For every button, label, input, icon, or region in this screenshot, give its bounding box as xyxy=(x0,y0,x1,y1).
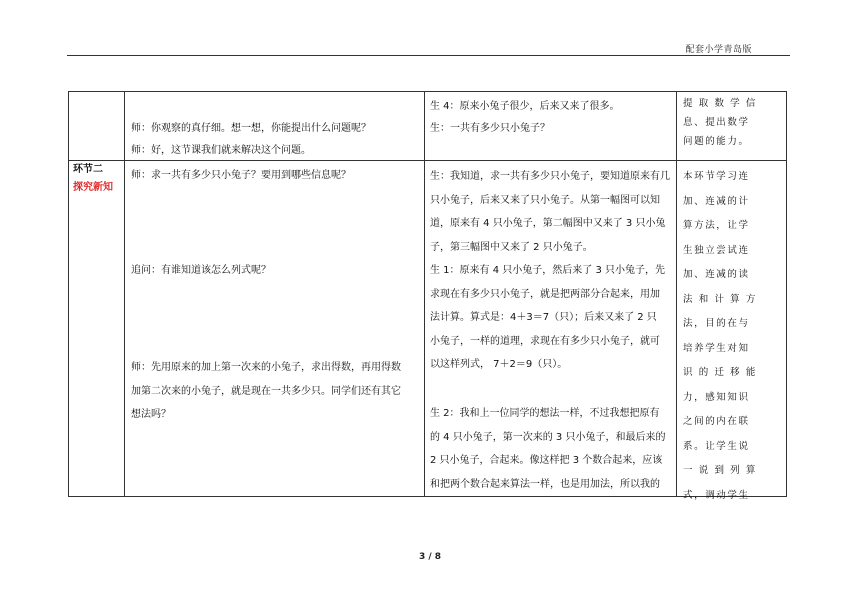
design-intent-line: 之间的内在联 xyxy=(683,416,750,427)
design-intent-line: 算方法，让学 xyxy=(683,220,750,231)
design-intent-line: 问题的能力。 xyxy=(683,136,750,147)
student-answer-line: 2 只小兔子，合起来。像这样把 3 个数合起来，应该 xyxy=(430,455,663,466)
design-intent-line: 提 取 数 学 信 xyxy=(683,98,757,109)
teacher-summary-line: 师：先用原来的加上第一次来的小兔子，求出得数，再用得数 xyxy=(131,362,401,373)
teacher-followup: 追问：有谁知道该怎么列式呢？ xyxy=(131,265,271,276)
design-intent-line: 识 的 迁 移 能 xyxy=(683,367,757,378)
teacher-line: 师：好，这节课我们就来解决这个问题。 xyxy=(131,145,311,156)
teacher-question: 师：求一共有多少只小兔子？要用到哪些信息呢？ xyxy=(131,170,351,181)
design-intent-2 xyxy=(683,165,757,508)
student-answer-line: 只小兔子，后来又来了只小兔子。从第一幅图可以知 xyxy=(430,194,660,206)
student-answer-line: 子，第三幅图中又来了 2 只小兔子。 xyxy=(430,241,593,253)
student-line: 生 4：原来小兔子很少，后来又来了很多。 xyxy=(430,101,620,112)
student-answer-line: 和把两个数合起来算法一样，也是用加法，所以我的 xyxy=(430,478,660,490)
student-answer-1 xyxy=(430,259,665,377)
teacher-summary-line: 想法吗？ xyxy=(131,409,171,420)
student-answer-line: 求现在有多少只小兔子，就是把两部分合起来，用加 xyxy=(430,288,660,300)
student-line: 生：一共有多少只小兔子？ xyxy=(430,123,550,134)
header-rule xyxy=(67,55,790,56)
student-answer-line: 道，原来有 4 只小兔子，第二幅图中又来了 3 只小兔 xyxy=(430,218,666,229)
design-intent-line: 一 说 到 列 算 xyxy=(683,465,757,476)
design-intent-line: 本环节学习连 xyxy=(683,171,750,182)
lesson-table xyxy=(68,91,787,501)
edition-label: 配套小学青岛版 xyxy=(685,45,752,55)
design-intent-line: 加、连减的计 xyxy=(683,195,750,207)
student-answer-line: 的 4 只小兔子，第一次来的 3 只小兔子，和最后来的 xyxy=(430,431,666,443)
stage-subtitle: 探究新知 xyxy=(73,182,113,193)
student-answer-line: 生：我知道，求一共有多少只小兔子，要知道原来有几 xyxy=(430,171,670,182)
column-divider-2 xyxy=(424,92,425,496)
design-intent-line: 生独立尝试连 xyxy=(683,244,750,256)
column-divider-3 xyxy=(676,92,677,496)
design-intent-line: 息、提出数学 xyxy=(683,117,750,128)
design-intent-1 xyxy=(683,94,757,151)
column-divider-1 xyxy=(124,92,125,496)
student-answer-line: 以这样列式， 7＋2＝9（只）。 xyxy=(430,359,568,370)
teacher-summary xyxy=(131,356,401,427)
design-intent-line: 式，调动学生 xyxy=(683,489,750,501)
design-intent-line: 法 和 计 算 方 xyxy=(683,293,757,305)
design-intent-line: 系。让学生说 xyxy=(683,440,750,452)
teacher-line: 师：你观察的真仔细。想一想，你能提出什么问题呢？ xyxy=(131,123,371,134)
page-number: 3 / 8 xyxy=(418,552,442,562)
student-answer-line: 生 1：原来有 4 只小兔子，然后来了 3 只小兔子，先 xyxy=(430,265,665,276)
stage-title: 环节二 xyxy=(73,164,103,175)
student-answer-line: 生 2：我和上一位同学的想法一样，不过我想把原有 xyxy=(430,408,660,419)
student-answer-info xyxy=(430,165,670,259)
design-intent-line: 加、连减的读 xyxy=(683,269,750,280)
design-intent-line: 力，感知知识 xyxy=(683,391,750,403)
student-answer-line: 小兔子，一样的道理，求现在有多少只小兔子，就可 xyxy=(430,335,660,347)
student-answer-2 xyxy=(430,402,665,496)
design-intent-line: 培养学生对知 xyxy=(683,342,750,354)
teacher-summary-line: 加第二次来的小兔子，就是现在一共多少只。同学们还有其它 xyxy=(131,385,401,397)
design-intent-line: 法，目的在与 xyxy=(683,318,750,329)
student-answer-line: 法计算。算式是：4＋3＝7（只）；后来又来了 2 只 xyxy=(430,312,657,323)
